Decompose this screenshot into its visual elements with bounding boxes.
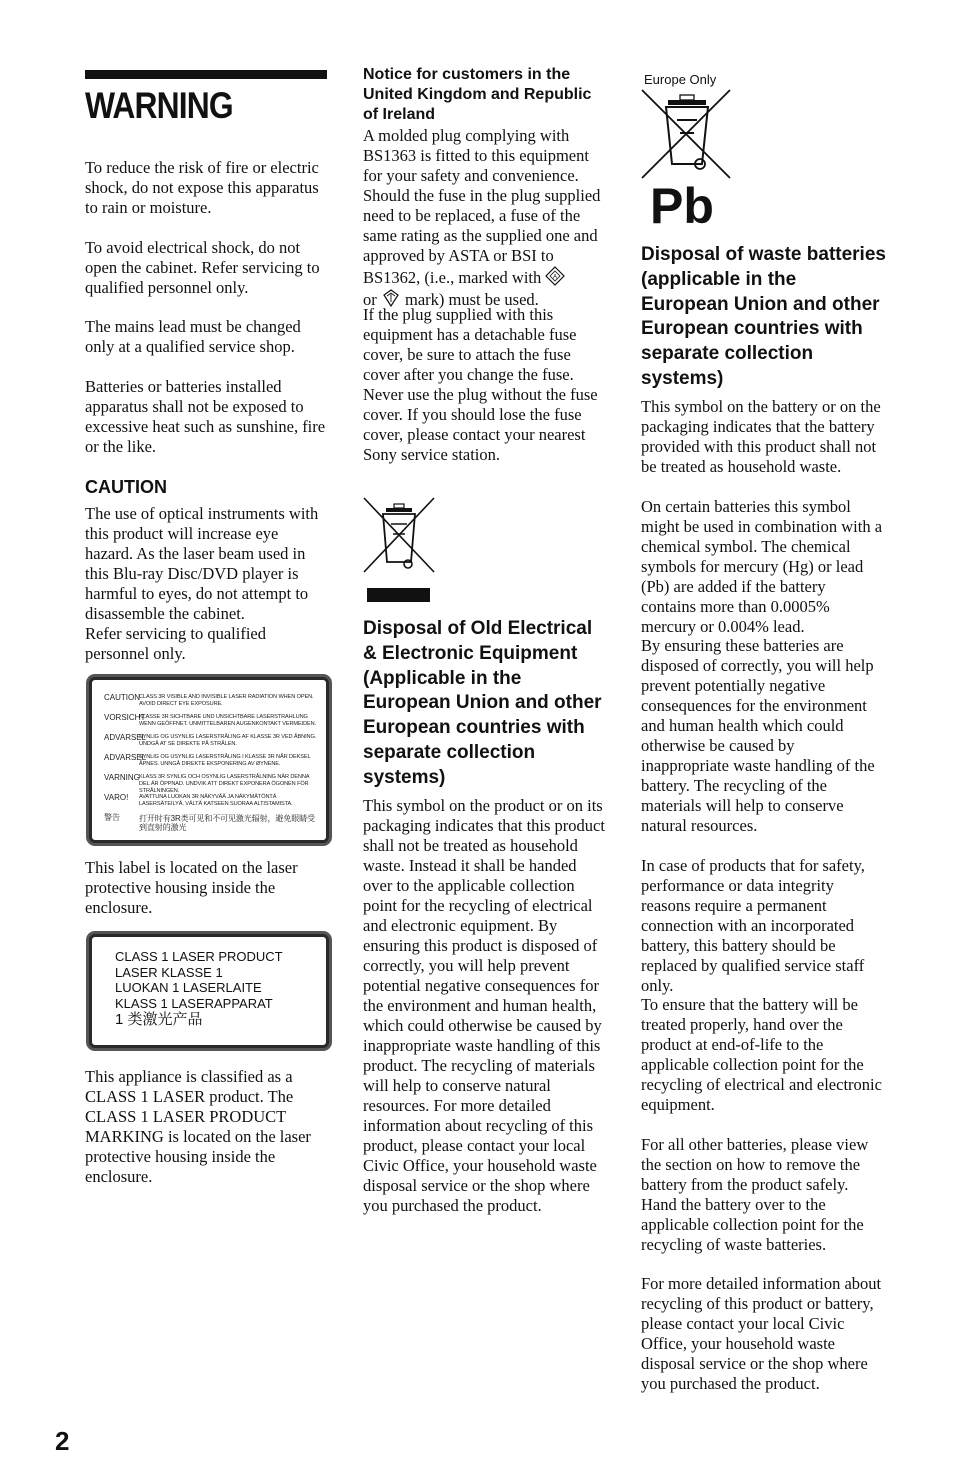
page-number: 2 [55,1426,70,1456]
batteries-paragraph-3: By ensuring these batteries are disposed of correctly, you will help prevent potentially negative consequences for the environment and human health which could otherwise be caused by inappropriate waste handling of the battery. The recycling of the materials will help to conserve natural resources. [641,636,875,835]
disposal-equipment-heading: Disposal of Old Electrical & Electronic Equipment (Applicable in the European Union and other European countries with separate collection systems) [363,618,602,788]
batteries-paragraph-5: To ensure that the battery will be treated properly, hand over the product at end-of-life to the applicable collection point for the recycling of electrical and electronic equipment. [641,995,882,1114]
notice-paragraph-1: A molded plug complying with BS1363 is fitted to this equipment for your safety and convenience. Should the fuse in the plug supplied need to be replaced, a fuse of the same rating as the supplied one and approved by ASTA or BSI to BS1362, (i.e., marked with A or mark) must be used. [363,126,601,309]
class1-text: This appliance is classified as a CLASS 1 LASER product. The CLASS 1 LASER PRODUCT MARKING is located on the laser protective housing inside the enclosure. [85,1067,311,1186]
warning-paragraph-1: To reduce the risk of fire or electric shock, do not expose this apparatus to rain or moisture. [85,158,319,217]
asta-mark-icon [545,266,565,286]
batteries-paragraph-2: On certain batteries this symbol might be used in combination with a chemical symbol. The chemical symbols for mercury (Hg) or lead (Pb) are added if the battery contains more than 0.0005% mercury or 0.004% lead. [641,497,883,636]
disposal-equipment-paragraph: This symbol on the product or on its packaging indicates that this product shall not be treated as household waste. Instead it shall be handed over to the applicable collection point for the recycling of electrical and electronic equipment. By ensuring this product is disposed of correctly, you will help prevent potential negative consequences for the environment and human health, which could otherwise be caused by inappropriate waste handling of this product. The recycling of materials will help to conserve natural resources. For more detailed information about recycling of this product, please contact your local Civic Office, your household waste disposal service or the shop where you purchased the product. [363,796,605,1215]
battery-crossed-bin-icon [640,88,734,182]
disposal-batteries-heading: Disposal of waste batteries (applicable in the European Union and other European countries with separate collection systems) [641,244,886,389]
caution-laser-label: CAUTION CLASS 3R VISIBLE AND INVISIBLE LASER RADIATION WHEN OPEN. AVOID DIRECT EYE EXPOSURE. VORSICHT KLASSE 3R SICHTBARE UND UNSICHTBARE LASERSTRAHLUNG WENN GEÖFFNET. UNMITTELBAREN AUGENKONTAKT VERMEIDEN. ADVARSEL SYNLIG OG USYNLIG LASERSTRÅLING AF KLASSE 3R VED ÅBNING. UNDGÅ AT SE DIREKTE PÅ STRÅLEN. ADVARSEL SYNLIG OG USYNLIG LASERSTRÅLING I KLASSE 3R NÅR DEKSEL ÅPNES. UNNGÅ DIREKTE EKSPONERING AV ØYNENE. VARNING KLASS 3R SYNLIG OCH OSYNLIG LASERSTRÅLNING NÄR DENNA DEL ÄR ÖPPNAD. UNDVIK ATT DIREKT EXPONERA ÖGONEN FÖR STRÅLNINGEN. VARO! AVATTUNA LUOKAN 3R NÄKYVÄÄ JA NÄKYMÄTÖNTÄ LASERSÄTEILYÄ. VÄLTÄ KATSEEN SUORAA ALTISTAMISTA. 警告 打开时有3R类可见和不可见激光辐射，避免眼睛受到直射的激光 [89,677,329,843]
class1-laser-label [89,934,329,1048]
warning-title: WARNING [85,85,233,126]
caution-heading: CAUTION [85,477,167,497]
caution-paragraph-1: The use of optical instruments with this product will increase eye hazard. As the laser beam used in this Blu-ray Disc/DVD player is harmful to eyes, do not attempt to disassemble the cabinet. [85,504,319,623]
notice-paragraph-2: If the plug supplied with this equipment has a detachable fuse cover, be sure to attach the fuse cover after you change the fuse. Never use the plug without the fuse cover. If you should lose the fuse cover, please contact your nearest Sony service station. [363,305,598,464]
warning-paragraph-4: Batteries or batteries installed apparatus shall not be exposed to excessive heat such as sunshine, fire or the like. [85,377,326,456]
caution-paragraph-2: Refer servicing to qualified personnel only. [85,624,266,663]
label-location-text: This label is located on the laser protective housing inside the enclosure. [85,858,298,917]
batteries-paragraph-1: This symbol on the battery or on the packaging indicates that the battery provided with this product shall not be treated as household waste. [641,397,881,476]
europe-only-label: Europe Only [644,72,717,87]
pb-chemical-symbol: Pb [650,178,714,234]
warning-paragraph-2: To avoid electrical shock, do not open the cabinet. Refer servicing to qualified personnel only. [85,238,320,297]
batteries-paragraph-7: For more detailed information about recycling of this product or battery, please contact your local Civic Office, your household waste disposal service or the shop where you purchased the product. [641,1274,882,1393]
svg-text:A: A [553,274,558,281]
class1-label-lines: CLASS 1 LASER PRODUCT LASER KLASSE 1 LUOKAN 1 LASERLAITE KLASS 1 LASERAPPARAT 1 类激光产品 [115,949,283,1028]
notice-heading: Notice for customers in the United Kingdom and Republic of Ireland [363,66,592,123]
weee-crossed-bin-icon [362,496,436,604]
warning-rule [85,70,327,79]
batteries-paragraph-4: In case of products that for safety, performance or data integrity reasons require a permanent connection with an incorporated battery, this battery should be replaced by qualified service staff only. [641,856,865,995]
warning-paragraph-3: The mains lead must be changed only at a qualified service shop. [85,317,301,356]
batteries-paragraph-6: For all other batteries, please view the section on how to remove the battery from the product safely. Hand the battery over to the applicable collection point for the recycling of waste batteries. [641,1135,869,1254]
